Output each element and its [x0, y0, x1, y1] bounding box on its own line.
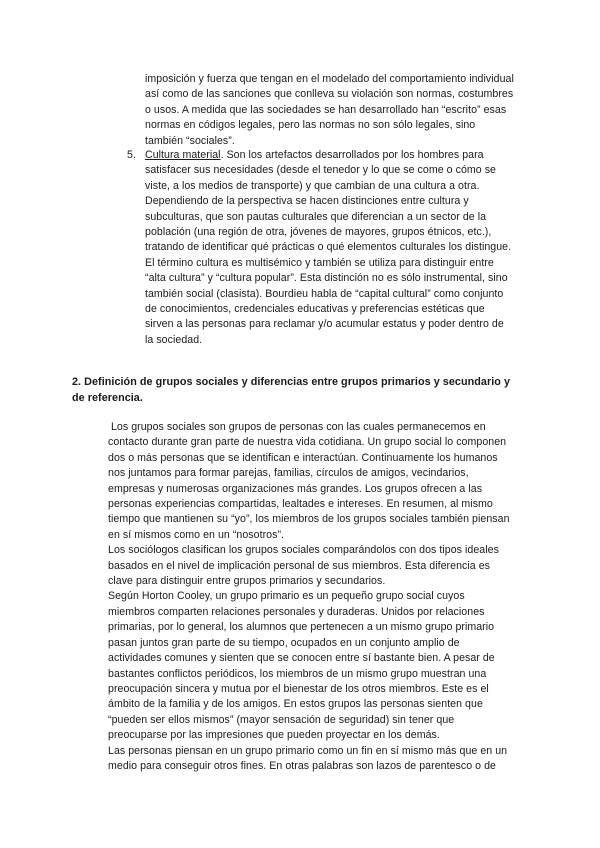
- text-line: contacto durante gran parte de nuestra vida cotidiana. Un grupo social lo componen: [108, 436, 507, 449]
- text-line: satisfacer sus necesidades (desde el tenedor y lo que se come o cómo se: [145, 164, 496, 177]
- heading-line: de referencia.: [72, 391, 143, 404]
- text-line: población (una región de otra, jóvenes de mayores, grupos étnicos, etc.),: [145, 226, 492, 239]
- text-line: bastantes conflictos periódicos, los miembros de un mismo grupo muestran una: [108, 667, 487, 680]
- text-line: nos juntamos para formar parejas, familias, círculos de amigos, vecindarios,: [108, 467, 469, 480]
- body-paragraph: [108, 420, 538, 774]
- text-line: de conocimientos, credenciales educativas y preferencias estéticas que: [145, 303, 485, 316]
- text-fragment: . Son los artefactos desarrollados por los hombres para: [220, 149, 484, 161]
- text-line: en sí mismos como en un “nosotros”.: [108, 528, 285, 541]
- list-item-body: [145, 148, 537, 348]
- text-line: subculturas, que son pautas culturales que diferencian a un sector de la: [145, 210, 487, 223]
- text-line: la sociedad.: [145, 333, 203, 346]
- text-line: o usos. A medida que las sociedades se han desarrollado han “escrito” esas: [145, 103, 507, 116]
- text-line: actividades comunes y sienten que se conocen entre sí bastante bien. A pesar de: [108, 652, 495, 665]
- text-line: preocuparse por las impresiones que pueden proyectar en los demás.: [108, 729, 440, 742]
- text-line: [145, 148, 537, 163]
- term-cultura-material: Cultura material: [145, 149, 221, 161]
- text-line: también “sociales”.: [145, 134, 235, 147]
- list-item-continuation: [145, 72, 535, 149]
- text-line: clave para distinguir entre grupos primarios y secundarios.: [108, 575, 386, 588]
- text-line: así como de las sanciones que conlleva su violación son normas, costumbres: [145, 88, 514, 101]
- text-line: Los sociólogos clasifican los grupos sociales comparándolos con dos tipos ideales: [108, 544, 499, 557]
- text-line: Las personas piensan en un grupo primario como un fin en sí mismo más que en un: [108, 744, 508, 757]
- heading-line: 2. Definición de grupos sociales y diferencias entre grupos primarios y secundario y: [72, 376, 511, 388]
- text-line: ámbito de la familia y de los amigos. En estos grupos las personas sienten que: [108, 698, 483, 711]
- section-heading: [72, 375, 537, 406]
- text-line: Los grupos sociales son grupos de personas con las cuales permanecemos en: [108, 421, 486, 433]
- text-line: primarias, por lo general, los alumnos que pertenecen a un mismo grupo primario: [108, 621, 495, 634]
- text-line: dos o más personas que se identifican e interactúan. Continuamente los humanos: [108, 451, 498, 464]
- text-line: tratando de identificar qué prácticas o qué elementos culturales los distingue.: [145, 241, 512, 254]
- text-line: tiempo que mantienen su “yo”, los miembros de los grupos sociales también piensan: [108, 513, 510, 526]
- text-line: “alta cultura” y “cultura popular”. Esta distinción no es sólo instrumental, sino: [145, 272, 508, 285]
- text-line: preocupación sincera y mutua por el bienestar de los otros miembros. Este es el: [108, 682, 489, 695]
- text-line: basados en el nivel de implicación personal de sus miembros. Esta diferencia es: [108, 559, 490, 572]
- text-line: Según Horton Cooley, un grupo primario es un pequeño grupo social cuyos: [108, 590, 465, 603]
- text-line: empresas y numerosas organizaciones más grandes. Los grupos ofrecen a las: [108, 482, 483, 495]
- text-line: viste, a los medios de transporte) y que cambian de una cultura a otra.: [145, 179, 480, 192]
- text-line: pasan juntos gran parte de su tiempo, ocupados en un conjunto amplio de: [108, 636, 460, 649]
- text-line: normas en códigos legales, pero las normas no son sólo legales, sino: [145, 119, 476, 132]
- text-line: también social (clasista). Bourdieu habla de “capital cultural” como conjunto: [145, 287, 504, 300]
- list-item-number: 5.: [127, 149, 136, 161]
- text-line: miembros comparten relaciones personales y duraderas. Unidos por relaciones: [108, 605, 485, 618]
- text-line: personas experiencias compartidas, lealtades e intereses. En resumen, al mismo: [108, 498, 493, 511]
- text-line: “pueden ser ellos mismos” (mayor sensación de seguridad) sin tener que: [108, 713, 455, 726]
- text-line: sirven a las personas para reclamar y/o acumular estatus y poder dentro de: [145, 318, 504, 331]
- text-line: imposición y fuerza que tengan en el modelado del comportamiento individual: [145, 73, 514, 85]
- text-line: medio para conseguir otros fines. En otras palabras son lazos de parentesco o de: [108, 759, 496, 772]
- text-line: El término cultura es multisémico y también se utiliza para distinguir entre: [145, 256, 494, 269]
- text-line: Dependiendo de la perspectiva se hacen distinciones entre cultura y: [145, 195, 469, 208]
